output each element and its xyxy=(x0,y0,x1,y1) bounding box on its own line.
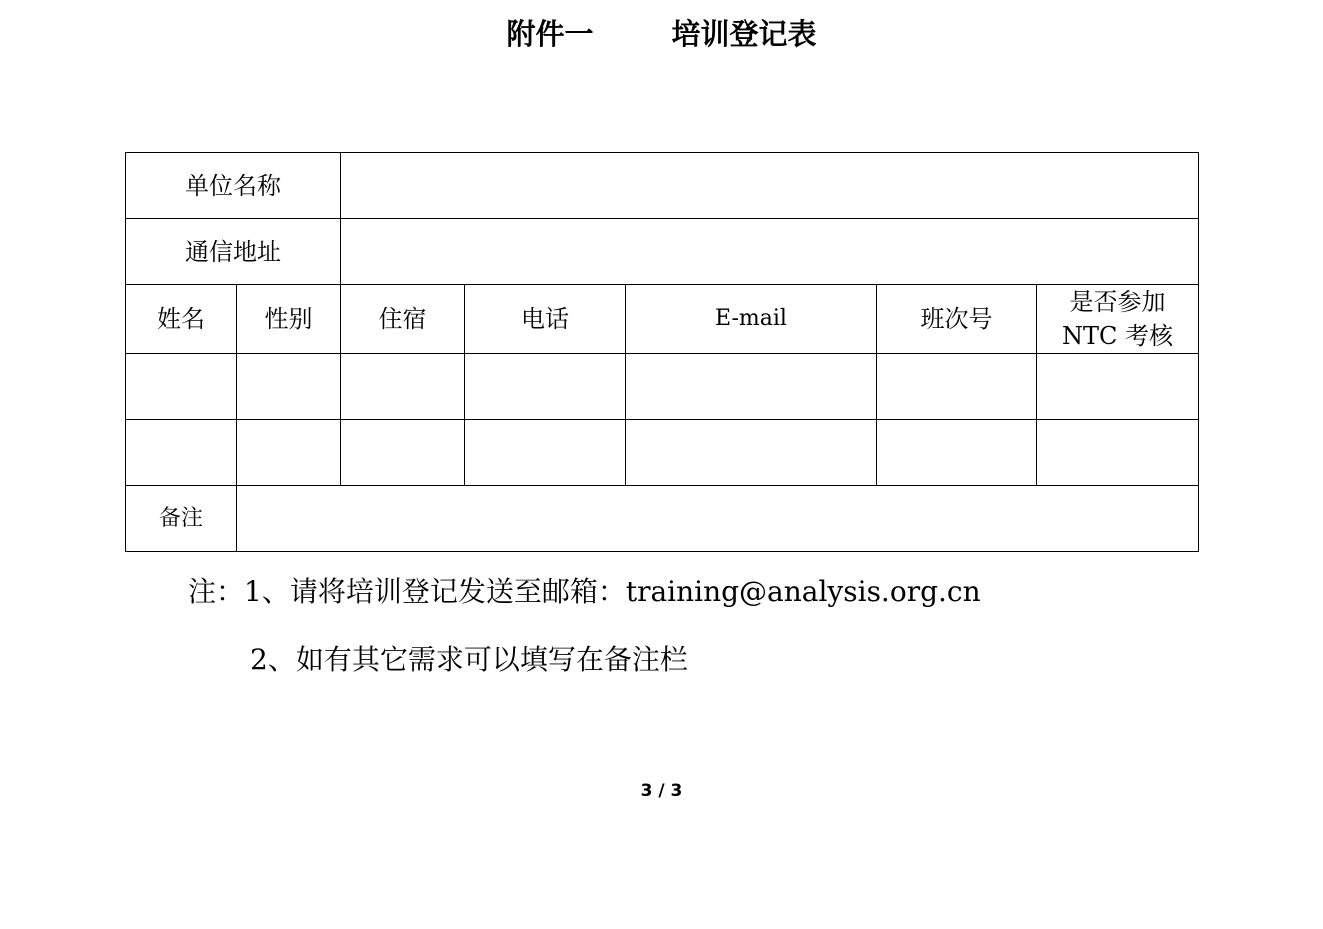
col-header-lodging: 住宿 xyxy=(341,285,465,354)
entry-lodging-cell[interactable] xyxy=(341,354,465,420)
entry-class-no-cell[interactable] xyxy=(877,354,1037,420)
note-line-1: 注：1、请将培训登记发送至邮箱：training@analysis.org.cn xyxy=(188,575,981,608)
entry-lodging-cell[interactable] xyxy=(341,420,465,486)
col-header-name: 姓名 xyxy=(126,285,237,354)
table-row xyxy=(126,354,1199,420)
remark-input[interactable] xyxy=(237,486,1199,552)
col-header-class-no: 班次号 xyxy=(877,285,1037,354)
org-name-row xyxy=(126,153,1199,219)
document-title xyxy=(0,14,1323,54)
header-row xyxy=(126,285,1199,354)
entry-class-no-cell[interactable] xyxy=(877,420,1037,486)
col-header-ntc xyxy=(1037,285,1199,354)
entry-phone-cell[interactable] xyxy=(465,354,626,420)
entry-ntc-cell[interactable] xyxy=(1037,420,1199,486)
page-number: 3 / 3 xyxy=(640,781,683,801)
entry-phone-cell[interactable] xyxy=(465,420,626,486)
entry-name-cell[interactable] xyxy=(126,420,237,486)
org-name-label: 单位名称 xyxy=(126,153,341,219)
address-label: 通信地址 xyxy=(126,219,341,285)
attachment-label: 附件一 xyxy=(506,17,594,51)
entry-gender-cell[interactable] xyxy=(237,420,341,486)
remark-row xyxy=(126,486,1199,552)
form-title: 培训登记表 xyxy=(671,17,817,51)
col-header-gender: 性别 xyxy=(237,285,341,354)
org-name-input[interactable] xyxy=(341,153,1199,219)
note-line-2: 2、如有其它需求可以填写在备注栏 xyxy=(250,643,688,676)
table-row xyxy=(126,420,1199,486)
address-input[interactable] xyxy=(341,219,1199,285)
remark-label: 备注 xyxy=(126,486,237,552)
col-header-ntc-line1: 是否参加 xyxy=(1069,288,1166,316)
entry-email-cell[interactable] xyxy=(626,354,877,420)
col-header-ntc-line2: NTC 考核 xyxy=(1062,322,1174,350)
entry-email-cell[interactable] xyxy=(626,420,877,486)
col-header-email: E-mail xyxy=(626,285,877,354)
entry-name-cell[interactable] xyxy=(126,354,237,420)
registration-form-table xyxy=(125,152,1199,552)
entry-gender-cell[interactable] xyxy=(237,354,341,420)
entry-ntc-cell[interactable] xyxy=(1037,354,1199,420)
address-row xyxy=(126,219,1199,285)
col-header-phone: 电话 xyxy=(465,285,626,354)
